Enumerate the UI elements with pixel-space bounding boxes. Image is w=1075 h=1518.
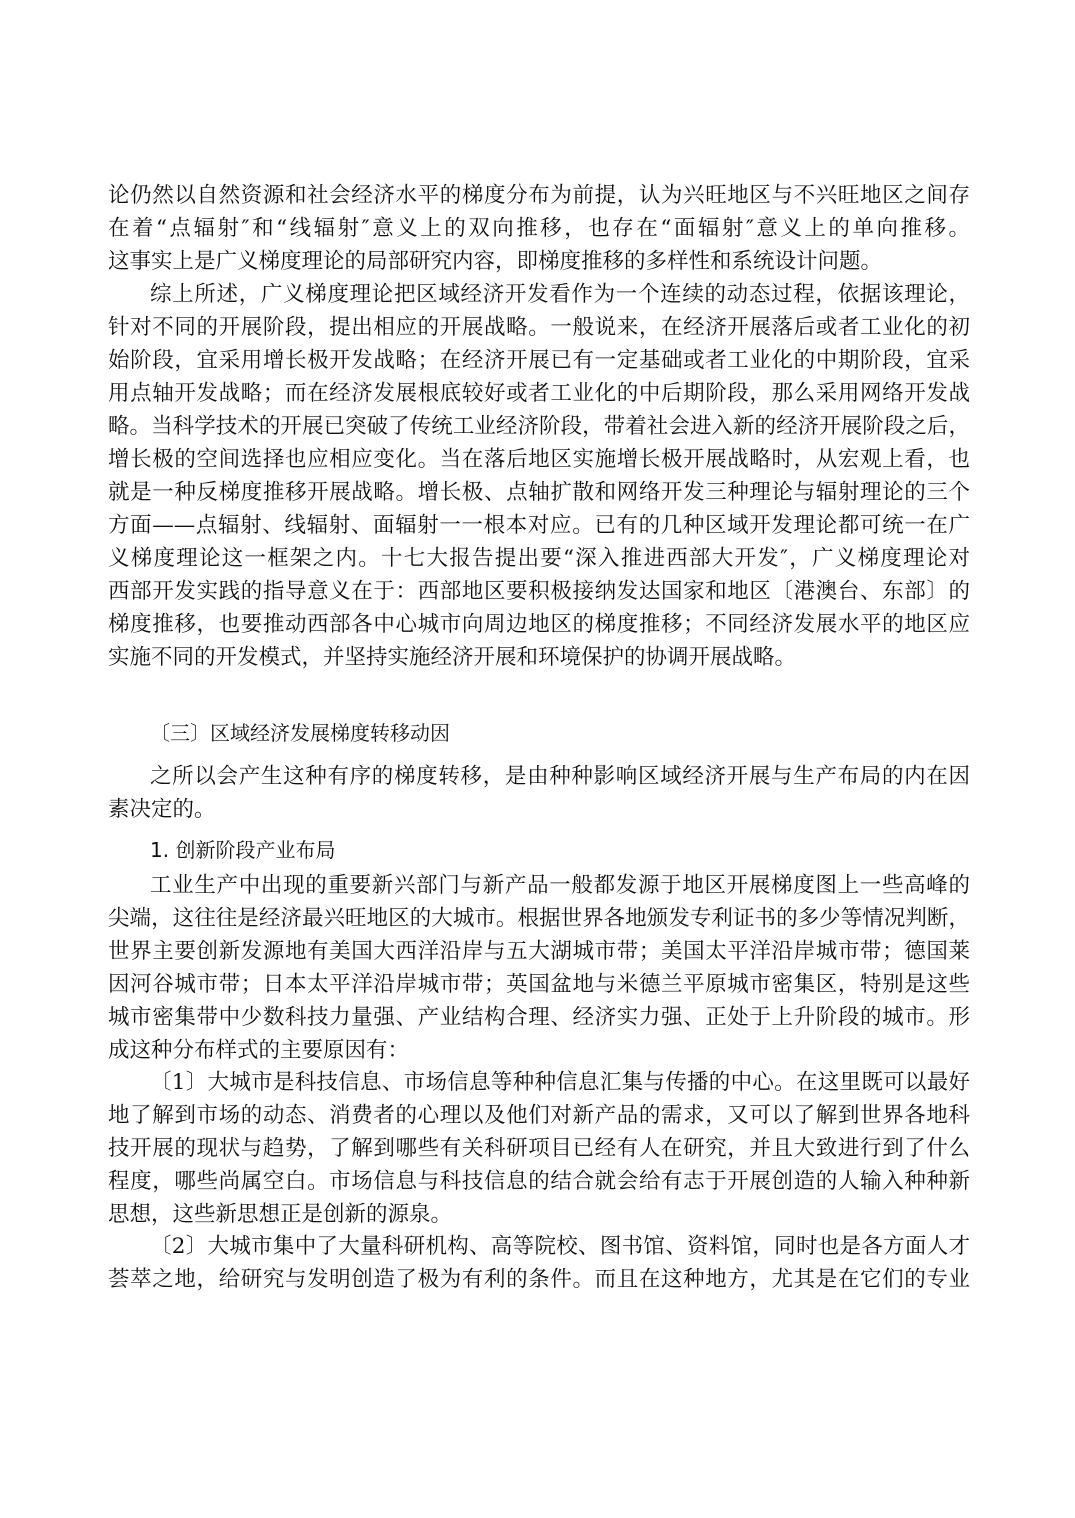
text-line: 工业生产中出现的重要新兴部门与新产品一般都发源于地区开展梯度图上一些高峰的 [150,873,970,898]
paragraph-innovation [108,869,970,1067]
paragraph-continued [108,179,970,278]
section-heading: 〔三〕区域经济发展梯度转移动因 [150,721,450,745]
text-line: 增长极的空间选择也应相应变化。当在落后地区实施增长极开展战略时，从宏观上看，也 [108,447,970,472]
text-line: 尖端，这往往是经济最兴旺地区的大城市。根据世界各地颁发专利证书的多少等情况判断， [108,906,970,931]
paragraph-reason-2 [108,1230,970,1296]
text-line: 荟萃之地，给研究与发明创造了极为有利的条件。而且在这种地方，尤其是在它们的专业 [108,1267,970,1292]
text-line: 义梯度理论这一框架之内。十七大报告提出要“深入推进西部大开发″，广义梯度理论对 [108,546,970,571]
text-line: 〔1〕大城市是科技信息、市场信息等种种信息汇集与传播的中心。在这里既可以最好 [150,1070,970,1095]
text-line: 就是一种反梯度推移开展战略。增长极、点轴扩散和网络开发三种理论与辐射理论的三个 [108,480,970,505]
text-line: 技开展的现状与趋势，了解到哪些有关科研项目已经有人在研究，并且大致进行到了什么 [108,1136,970,1161]
paragraph-reason-1 [108,1066,970,1231]
paragraph-summary [108,278,970,674]
text-line: 用点轴开发战略；而在经济发展根底较好或者工业化的中后期阶段，那么采用网络开发战 [108,381,970,406]
text-line: 始阶段，宜采用增长极开发战略；在经济开展已有一定基础或者工业化的中期阶段，宜采 [108,348,970,373]
text-line: 城市密集带中少数科技力量强、产业结构合理、经济实力强、正处于上升阶段的城市。形 [108,1005,970,1030]
text-line: 之所以会产生这种有序的梯度转移，是由种种影响区域经济开展与生产布局的内在因 [150,764,970,789]
text-line: 实施不同的开发模式，并坚持实施经济开展和环境保护的协调开展战略。 [108,645,797,670]
text-line: 略。当科学技术的开展已突破了传统工业经济阶段，带着社会进入新的经济开展阶段之后， [108,414,970,439]
text-line: 西部开发实践的指导意义在于：西部地区要积极接纳发达国家和地区〔港澳台、东部〕的 [108,579,970,604]
text-line: 在着“点辐射″和“线辐射″意义上的双向推移，也存在“面辐射″意义上的单向推移。 [108,216,970,241]
text-line: 方面——点辐射、线辐射、面辐射一一根本对应。已有的几种区域开发理论都可统一在广 [108,513,970,538]
text-line: 这事实上是广义梯度理论的局部研究内容，即梯度推移的多样性和系统设计问题。 [108,249,883,274]
text-line: 〔2〕大城市集中了大量科研机构、高等院校、图书馆、资料馆，同时也是各方面人才 [150,1234,970,1259]
text-line: 思想，这些新思想正是创新的源泉。 [108,1202,453,1227]
text-line: 素决定的。 [108,797,216,822]
paragraph-intro [108,760,970,826]
text-line: 针对不同的开展阶段，提出相应的开展战略。一般说来，在经济开展落后或者工业化的初 [108,315,970,340]
text-line: 梯度推移，也要推动西部各中心城市向周边地区的梯度推移；不同经济发展水平的地区应 [108,612,970,637]
text-line: 综上所述，广义梯度理论把区域经济开发看作为一个连续的动态过程，依据该理论， [150,282,970,307]
text-line: 成这种分布样式的主要原因有： [108,1038,410,1063]
subsection-heading: 1. 创新阶段产业布局 [150,838,336,862]
text-line: 世界主要创新发源地有美国大西洋沿岸与五大湖城市带；美国太平洋沿岸城市带；德国莱 [108,939,970,964]
text-line: 因河谷城市带；日本太平洋沿岸城市带；英国盆地与米德兰平原城市密集区，特别是这些 [108,972,970,997]
text-line: 地了解到市场的动态、消费者的心理以及他们对新产品的需求，又可以了解到世界各地科 [108,1103,970,1128]
text-line: 程度，哪些尚属空白。市场信息与科技信息的结合就会给有志于开展创造的人输入种种新 [108,1169,970,1194]
text-line: 论仍然以自然资源和社会经济水平的梯度分布为前提，认为兴旺地区与不兴旺地区之间存 [108,183,970,208]
